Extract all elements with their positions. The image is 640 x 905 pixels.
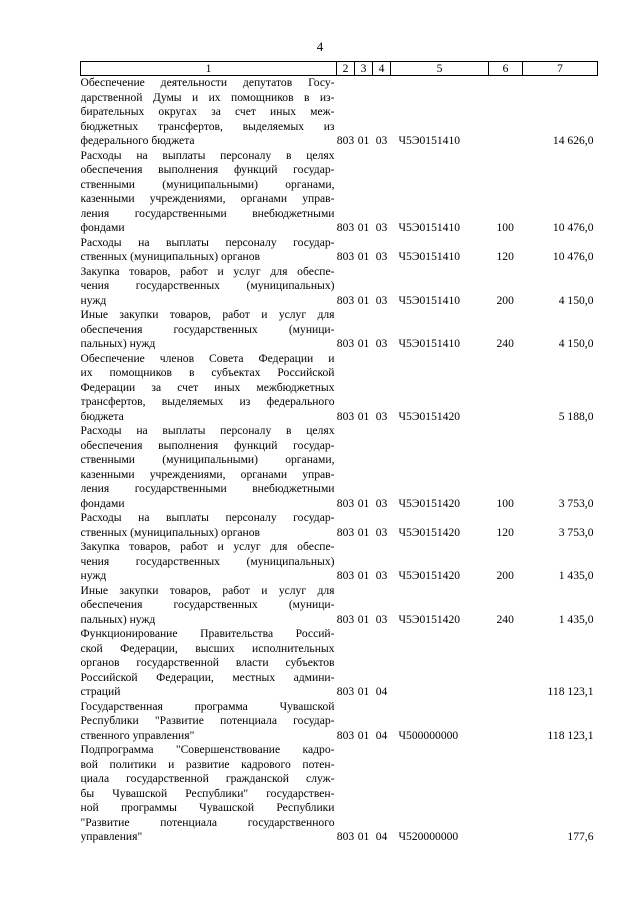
target-article-code <box>391 627 489 700</box>
description-line: чения государственных (муниципальных) <box>80 279 335 292</box>
subsection-code: 03 <box>375 409 388 423</box>
table-row <box>81 76 598 149</box>
description-line: обеспечения выполнения функций государ- <box>80 163 335 176</box>
description-line: ления государственными внебюджетными <box>80 206 335 220</box>
section-code: 01 <box>357 409 370 423</box>
table-row <box>81 308 598 352</box>
description-line: циала государственной гражданской служ- <box>80 772 335 785</box>
description-line: обеспечения выполнения функций государ- <box>80 438 335 452</box>
description-line: ственными (муниципальными) органами, <box>80 177 335 191</box>
header-col-6: 6 <box>489 62 523 76</box>
amount: 4 150,0 <box>558 293 594 307</box>
description-line: страций <box>80 685 121 698</box>
target-article-code: Ч5Э0151410 <box>398 337 461 350</box>
expense-type-code <box>489 743 523 845</box>
expense-type-code <box>489 76 523 149</box>
description-line: фондами <box>80 221 125 234</box>
section-code: 01 <box>357 250 370 263</box>
description-line: пальных) нужд <box>80 612 156 626</box>
subsection-code: 03 <box>375 612 388 626</box>
table-row <box>81 352 598 425</box>
description-line: ственных (муниципальных) органов <box>80 525 261 539</box>
ministry-code: 803 <box>336 830 355 843</box>
description-line: бюджетных трансфертов, выделяемых из <box>80 119 335 133</box>
description-line: Функционирование Правительства Россий- <box>80 627 335 640</box>
ministry-code: 803 <box>336 337 355 350</box>
row-description <box>81 584 337 628</box>
target-article-code: Ч520000000 <box>398 830 459 843</box>
expense-type-code <box>489 352 523 425</box>
row-description <box>81 149 337 236</box>
subsection-code: 03 <box>375 134 388 147</box>
section-code: 01 <box>357 569 370 582</box>
section-code: 01 <box>357 221 370 234</box>
ministry-code: 803 <box>336 496 355 510</box>
row-description <box>81 308 337 352</box>
description-line: бирательных округах за счет иных меж- <box>80 105 335 118</box>
amount: 118 123,1 <box>547 728 594 742</box>
row-description <box>81 743 337 845</box>
section-code: 01 <box>357 293 370 307</box>
table-row <box>81 743 598 845</box>
description-line: их помощников в субъектах Российской <box>80 366 335 379</box>
page-number: 4 <box>316 39 324 54</box>
target-article-code: Ч5Э0151420 <box>398 569 461 582</box>
description-line: обеспечения государственных (муници- <box>80 598 335 611</box>
ministry-code: 803 <box>336 685 355 698</box>
description-line: федерального бюджета <box>80 134 195 147</box>
description-line: Обеспечение членов Совета Федерации и <box>80 351 335 365</box>
description-line: Закупка товаров, работ и услуг для обеспе- <box>80 540 335 553</box>
row-description <box>81 265 337 309</box>
description-line: дарственной Думы и их помощников в из- <box>80 90 335 104</box>
target-article-code: Ч5Э0151410 <box>398 293 461 307</box>
expense-type-code: 240 <box>496 337 514 350</box>
table-row <box>81 511 598 540</box>
section-code: 01 <box>357 728 370 742</box>
ministry-code: 803 <box>336 409 355 423</box>
ministry-code: 803 <box>336 612 355 626</box>
description-line: Расходы на выплаты персоналу в целях <box>80 424 335 437</box>
description-line: "Развитие потенциала государственного <box>80 815 335 829</box>
amount: 1 435,0 <box>558 612 594 626</box>
description-line: Республики "Развитие потенциала государ- <box>80 714 335 727</box>
table-row <box>81 584 598 628</box>
table-row <box>81 265 598 309</box>
description-line: Подпрограмма "Совершенствование кадро- <box>80 743 335 756</box>
description-line: Закупка товаров, работ и услуг для обеспе- <box>80 264 335 278</box>
expense-type-code: 240 <box>496 612 514 626</box>
budget-table <box>80 61 598 845</box>
target-article-code: Ч5Э0151420 <box>398 496 461 510</box>
subsection-code: 03 <box>375 221 388 234</box>
description-line: Обеспечение деятельности депутатов Госу- <box>80 76 335 89</box>
target-article-code: Ч5Э0151420 <box>398 409 461 423</box>
target-article-code: Ч5Э0151420 <box>398 525 461 539</box>
description-line: нужд <box>80 569 107 582</box>
table-body <box>81 76 598 845</box>
expense-type-code: 120 <box>496 525 514 539</box>
ministry-code: 803 <box>336 134 355 147</box>
row-description <box>81 540 337 584</box>
header-col-5: 5 <box>391 62 489 76</box>
ministry-code: 803 <box>336 569 355 582</box>
target-article-code: Ч5Э0151410 <box>398 221 461 234</box>
amount: 10 476,0 <box>552 250 594 263</box>
subsection-code: 03 <box>375 496 388 510</box>
subsection-code: 03 <box>375 250 388 263</box>
table-header-row <box>81 62 598 76</box>
amount: 4 150,0 <box>558 337 594 350</box>
table-row <box>81 149 598 236</box>
row-description <box>81 700 337 744</box>
description-line: трансфертов, выделяемых из федерального <box>80 395 335 408</box>
description-line: управления" <box>80 830 143 843</box>
section-code: 01 <box>357 337 370 350</box>
amount: 3 753,0 <box>558 525 594 539</box>
header-col-7: 7 <box>523 62 598 76</box>
description-line: ственных (муниципальных) органов <box>80 250 261 263</box>
row-description <box>81 76 337 149</box>
description-line: ственного управления" <box>80 728 195 742</box>
expense-type-code: 100 <box>496 221 514 234</box>
description-line: вой политики и развитие кадрового потен- <box>80 757 335 771</box>
section-code: 01 <box>357 525 370 539</box>
table-row <box>81 540 598 584</box>
subsection-code: 04 <box>375 830 388 843</box>
amount: 1 435,0 <box>558 569 594 582</box>
ministry-code: 803 <box>336 728 355 742</box>
description-line: обеспечения государственных (муници- <box>80 322 335 336</box>
expense-type-code <box>489 700 523 744</box>
header-col-1: 1 <box>81 62 337 76</box>
description-line: ной программы Чувашской Республики <box>80 801 335 814</box>
row-description <box>81 627 337 700</box>
subsection-code: 03 <box>375 337 388 350</box>
description-line: ственными (муниципальными) органами, <box>80 453 335 466</box>
amount: 14 626,0 <box>552 134 594 147</box>
description-line: органов государственной власти субъектов <box>80 656 335 669</box>
description-line: Иные закупки товаров, работ и услуг для <box>80 308 335 321</box>
description-line: Расходы на выплаты персоналу государ- <box>80 511 335 524</box>
expense-type-code: 100 <box>496 496 514 510</box>
subsection-code: 04 <box>375 685 388 698</box>
table-row <box>81 236 598 265</box>
description-line: чения государственных (муниципальных) <box>80 554 335 568</box>
section-code: 01 <box>357 612 370 626</box>
table-row <box>81 424 598 511</box>
ministry-code: 803 <box>336 293 355 307</box>
description-line: бюджета <box>80 409 124 423</box>
ministry-code: 803 <box>336 221 355 234</box>
description-line: казенными учреждениями, органами управ- <box>80 467 335 481</box>
row-description <box>81 352 337 425</box>
description-line: Расходы на выплаты персоналу государ- <box>80 235 335 249</box>
description-line: казенными учреждениями, органами управ- <box>80 192 335 205</box>
description-line: Государственная программа Чувашской <box>80 699 335 713</box>
row-description <box>81 424 337 511</box>
header-col-3: 3 <box>355 62 373 76</box>
expense-type-code: 200 <box>496 293 514 307</box>
target-article-code: Ч5Э0151420 <box>398 612 461 626</box>
table-row <box>81 700 598 744</box>
amount: 3 753,0 <box>558 496 594 510</box>
amount: 10 476,0 <box>552 221 594 234</box>
amount: 5 188,0 <box>558 409 594 423</box>
row-description <box>81 236 337 265</box>
subsection-code: 04 <box>375 728 388 742</box>
target-article-code: Ч5Э0151410 <box>398 250 461 263</box>
subsection-code: 03 <box>375 569 388 582</box>
ministry-code: 803 <box>336 525 355 539</box>
subsection-code: 03 <box>375 525 388 539</box>
row-description <box>81 511 337 540</box>
ministry-code: 803 <box>336 250 355 263</box>
description-line: пальных) нужд <box>80 337 156 350</box>
section-code: 01 <box>357 685 370 698</box>
section-code: 01 <box>357 496 370 510</box>
header-col-2: 2 <box>337 62 355 76</box>
section-code: 01 <box>357 830 370 843</box>
description-line: Российской Федерации, местных админи- <box>80 670 335 684</box>
header-col-4: 4 <box>373 62 391 76</box>
description-line: Федерации за счет иных межбюджетных <box>80 380 335 394</box>
table-row <box>81 627 598 700</box>
description-line: бы Чувашской Республики" государствен- <box>80 786 335 800</box>
expense-type-code: 120 <box>496 250 514 263</box>
amount: 177,6 <box>567 830 594 843</box>
section-code: 01 <box>357 134 370 147</box>
description-line: фондами <box>80 496 125 510</box>
subsection-code: 03 <box>375 293 388 307</box>
expense-type-code <box>489 627 523 700</box>
description-line: Иные закупки товаров, работ и услуг для <box>80 583 335 597</box>
target-article-code: Ч500000000 <box>398 728 459 742</box>
expense-type-code: 200 <box>496 569 514 582</box>
amount: 118 123,1 <box>547 685 594 698</box>
description-line: ления государственными внебюджетными <box>80 482 335 495</box>
description-line: Расходы на выплаты персоналу в целях <box>80 148 335 162</box>
description-line: ской Федерации, высших исполнительных <box>80 641 335 655</box>
description-line: нужд <box>80 293 107 307</box>
target-article-code: Ч5Э0151410 <box>398 134 461 147</box>
